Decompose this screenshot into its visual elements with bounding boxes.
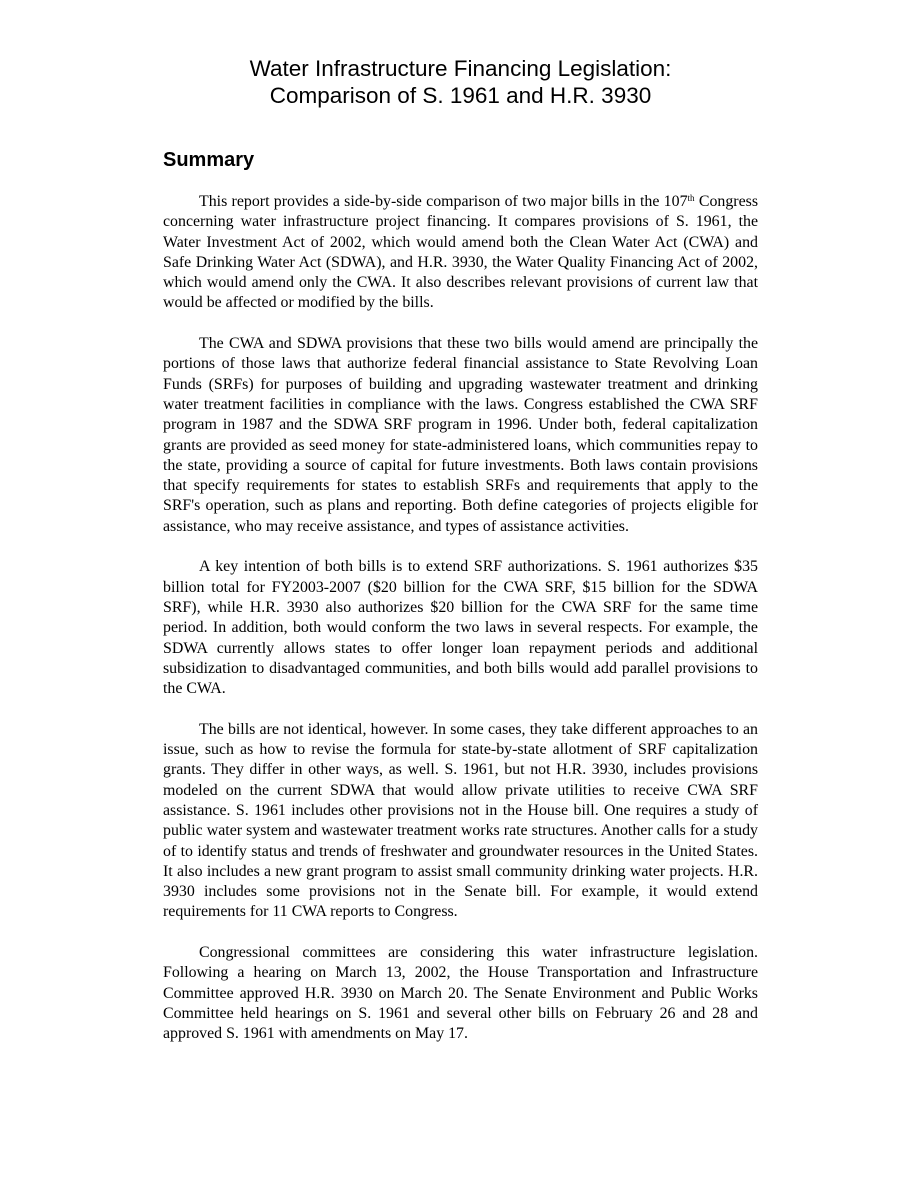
document-title — [163, 55, 758, 109]
paragraph-1-text-a: This report provides a side-by-side comparison of two major bills in the 107 — [199, 193, 688, 210]
title-line-2: Comparison of S. 1961 and H.R. 3930 — [269, 83, 652, 108]
paragraph-3: A key intention of both bills is to extend SRF authorizations. S. 1961 authorizes $35 billion total for FY2003-2007 ($20 billion for the CWA SRF, $15 billion for the SDWA SRF), while H.R. 3930 also authorizes $20 billion for the CWA SRF for the same time period. In addition, both would conform the two laws in several respects. For example, the SDWA currently allows states to offer longer loan repayment periods and additional subsidization to disadvantaged communities, and both bills would add parallel provisions to the CWA. — [163, 558, 758, 698]
paragraph-2: The CWA and SDWA provisions that these two bills would amend are principally the portions of those laws that authorize federal financial assistance to State Revolving Loan Funds (SRFs) for purposes of building and upgrading wastewater treatment and drinking water treatment facilities in compliance with the laws. Congress established the CWA SRF program in 1987 and the SDWA SRF program in 1996. Under both, federal capitalization grants are provided as seed money for state-administered loans, which communities repay to the state, providing a source of capital for future investments. Both laws contain provisions that specify requirements for states to establish SRFs and requirements that apply to the SRF's operation, such as plans and reporting. Both define categories of projects eligible for assistance, who may receive assistance, and types of assistance activities. — [163, 335, 758, 535]
paragraph-4: The bills are not identical, however. In some cases, they take different approaches to an issue, such as how to revise the formula for state-by-state allotment of SRF capitalization grants. They differ in other ways, as well. S. 1961, but not H.R. 3930, includes provisions modeled on the current SDWA that would allow private utilities to receive CWA SRF assistance. S. 1961 includes other provisions not in the House bill. One requires a study of public water system and wastewater treatment works rate structures. Another calls for a study of to identify status and trends of freshwater and groundwater resources in the United States. It also includes a new grant program to assist small community drinking water projects. H.R. 3930 includes some provisions not in the Senate bill. For example, it would extend requirements for 11 CWA reports to Congress. — [163, 720, 758, 921]
ordinal-superscript: th — [687, 193, 695, 203]
paragraph-5: Congressional committees are considering this water infrastructure legislation. Following a hearing on March 13, 2002, the House Transportation and Infrastructure Committee approved H.R. 3930 on March 20. The Senate Environment and Public Works Committee held hearings on S. 1961 and several other bills on February 26 and 28 and approved S. 1961 with amendments on May 17. — [163, 943, 758, 1043]
title-line-1: Water Infrastructure Financing Legislation: — [249, 56, 672, 81]
section-heading-summary: Summary — [163, 149, 255, 171]
document-page — [163, 55, 758, 1065]
paragraph-1 — [163, 192, 758, 314]
paragraph-1-text-b: Congress concerning water infrastructure project financing. It compares provisions of S. 1961, the Water Investment Act of 2002, which would amend both the Clean Water Act (CWA) and Safe Drinking Water Act (SDWA), and H.R. 3930, the Water Quality Financing Act of 2002, which would amend only the CWA. It also describes relevant provisions of current law that would be affected or modified by the bills. — [163, 193, 758, 312]
summary-body — [163, 192, 758, 1044]
